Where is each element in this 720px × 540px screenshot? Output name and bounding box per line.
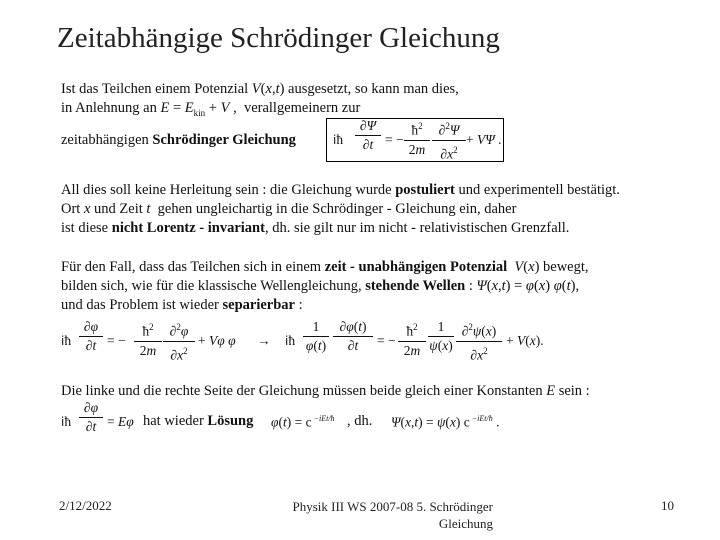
para2-line1: All dies soll keine Herleitung sein : die Gleichung wurde postuliert und experimentell bestätigt. [61, 182, 620, 198]
footer-course-line2: Gleichung [438, 516, 493, 531]
eq3-inverse-psi-x: 1 ψ(x) [429, 319, 453, 353]
footer-page-number: 10 [661, 498, 674, 513]
para4-dh: , dh. [347, 413, 373, 429]
eq3-prefix: iħ [285, 333, 296, 348]
eq2-time-derivative: ∂φ ∂t [79, 319, 103, 354]
eq3-inverse-phi-t: 1 φ(t) [303, 319, 329, 354]
para4-solution-text: hat wieder Lösung [143, 413, 254, 429]
eq4-prefix: iħ [61, 414, 72, 429]
eq1-laplacian: ∂$^2$Ψ $\partial x^2$ [432, 118, 466, 162]
eq2-potential-term: + Vφ φ [198, 333, 236, 348]
para2-line2: Ort x und Zeit t gehen ungleichartig in die Schrödinger - Gleichung ein, daher [61, 201, 517, 217]
para1-line2: in Anlehnung an $E = E_{kin} + V$ , verallgemeinern zur [61, 100, 361, 118]
eq2-hbar-frac: $ħ^2$ 2m [134, 319, 162, 359]
para4-line1: Die linke und die rechte Seite der Gleichung müssen beide gleich einer Konstanten E sein : [61, 383, 590, 399]
eq2-arrow: → [257, 333, 271, 348]
para1-line1: Ist das Teilchen einem Potenzial V(x,t) ausgesetzt, so kann man dies, [61, 81, 459, 97]
slide-title: Zeitabhängige Schrödinger Gleichung [57, 22, 500, 54]
eq2-prefix: iħ [61, 333, 72, 348]
eq1-prefix: iħ [333, 132, 344, 147]
eq3-hbar-frac: $ħ^2$ 2m [398, 319, 426, 359]
eq4-time-derivative: ∂φ ∂t [79, 400, 103, 435]
eq4-rhs: = Eφ [107, 414, 134, 429]
eq1-time-derivative: ∂Ψ ∂t [355, 118, 381, 153]
eq3-equals: = − [377, 333, 396, 348]
eq3-potential-term: + V(x). [506, 333, 544, 348]
eq2-laplacian: ∂$^2$φ $\partial x^2$ [163, 319, 195, 363]
para3-line3: und das Problem ist wieder separierbar : [61, 297, 303, 313]
para2-line3: ist diese nicht Lorentz - invariant, dh. sie gilt nur im nicht - relativistischen Grenzfall. [61, 220, 570, 236]
eq3-laplacian: ∂$^2$ψ(x) $\partial x^2$ [456, 319, 502, 363]
eq6-psi-xt: Ψ(x,t) = ψ(x) c $^{-iEt/ħ}$ . [391, 414, 500, 430]
eq1-hbar-frac: $ħ^2$ 2m [404, 118, 430, 158]
eq2-equals: = − [107, 333, 126, 348]
eq1-potential-term: + VΨ . [466, 132, 502, 147]
footer-course [279, 498, 493, 532]
para1-line3: zeitabhängigen Schrödinger Gleichung [61, 132, 296, 148]
eq3-time-derivative: ∂φ(t) ∂t [333, 319, 373, 354]
footer-course-line1: Physik III WS 2007-08 5. Schrödinger [292, 499, 493, 514]
eq1-equals: = − [385, 132, 404, 147]
para3-line2: bilden sich, wie für die klassische Wellengleichung, stehende Wellen : Ψ(x,t) = φ(x) φ(t), [61, 278, 580, 294]
eq5-phi-t: φ(t) = c $^{-iEt/ħ}$ [271, 414, 335, 430]
para3-line1: Für den Fall, dass das Teilchen sich in einem zeit - unabhängigen Potenzial V(x) bewegt, [61, 259, 589, 275]
footer-date: 2/12/2022 [59, 498, 112, 513]
